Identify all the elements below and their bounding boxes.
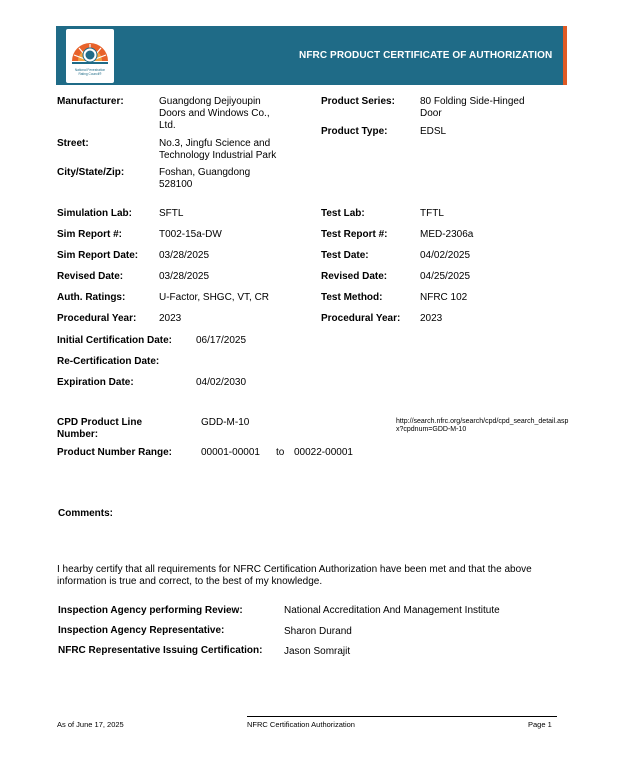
nfrc-logo-icon [66, 29, 114, 83]
certify-statement: I hearby certify that all requirements for NFRC Certification Authorization have been met and that the above information is true and correct, to the best of my knowledge. [57, 564, 532, 587]
product-type-label: Product Type: [321, 126, 388, 137]
product-series-value: 80 Folding Side-Hinged Door [420, 96, 525, 119]
test-lab-label: Test Lab: [321, 208, 365, 219]
footer-date: As of June 17, 2025 [57, 720, 124, 729]
test-lab-value: TFTL [420, 208, 444, 219]
cpd-line-label: CPD Product Line Number: [57, 417, 143, 440]
cpd-search-link[interactable]: http://search.nfrc.org/search/cpd/cpd_search_detail.aspx?cpdnum=GDD-M-10 [396, 418, 569, 433]
manufacturer-value: Guangdong Dejiyoupin Doors and Windows Co., Ltd. [159, 96, 270, 131]
comments-label: Comments: [58, 508, 114, 519]
sim-report-date-value: 03/28/2025 [159, 250, 210, 261]
sim-procedural-year-label: Procedural Year: [57, 313, 137, 324]
initial-certification-value: 06/17/2025 [196, 335, 247, 346]
expiration-value: 04/02/2030 [196, 377, 247, 388]
agency-representative-label: Inspection Agency Representative: [58, 625, 225, 636]
product-type-value: EDSL [420, 126, 447, 137]
page-title: NFRC PRODUCT CERTIFICATE OF AUTHORIZATION [299, 50, 553, 61]
nfrc-representative-label: NFRC Representative Issuing Certification: [58, 645, 263, 656]
nfrc-representative-value: Jason Somrajit [284, 646, 351, 657]
sim-report-date-label: Sim Report Date: [57, 250, 139, 261]
product-series-label: Product Series: [321, 96, 395, 107]
simulation-lab-label: Simulation Lab: [57, 208, 132, 219]
inspection-agency-value: National Accreditation And Management Institute [284, 605, 500, 616]
footer-page-number: Page 1 [528, 720, 552, 729]
street-value: No.3, Jingfu Science and Technology Industrial Park [159, 138, 277, 161]
sim-revised-date-label: Revised Date: [57, 271, 124, 282]
city-label: City/State/Zip: [57, 167, 125, 178]
test-procedural-year-label: Procedural Year: [321, 313, 401, 324]
sim-report-label: Sim Report #: [57, 229, 123, 240]
agency-representative-value: Sharon Durand [284, 626, 352, 637]
test-report-label: Test Report #: [321, 229, 388, 240]
range-end-value: 00022-00001 [294, 447, 353, 458]
nfrc-logo [66, 29, 114, 83]
auth-ratings-value: U-Factor, SHGC, VT, CR [159, 292, 270, 303]
test-date-value: 04/02/2025 [420, 250, 471, 261]
recertification-label: Re-Certification Date: [57, 356, 160, 367]
test-method-label: Test Method: [321, 292, 383, 303]
test-revised-date-value: 04/25/2025 [420, 271, 471, 282]
initial-certification-label: Initial Certification Date: [57, 335, 173, 346]
inspection-agency-label: Inspection Agency performing Review: [58, 605, 243, 616]
product-number-range-label: Product Number Range: [57, 447, 173, 458]
test-date-label: Test Date: [321, 250, 369, 261]
street-label: Street: [57, 138, 89, 149]
sim-procedural-year-value: 2023 [159, 313, 182, 324]
cpd-line-value: GDD-M-10 [201, 417, 250, 428]
header-accent-bar [563, 26, 567, 85]
test-report-value: MED-2306a [420, 229, 474, 240]
range-start-value: 00001-00001 [201, 447, 260, 458]
footer-title: NFRC Certification Authorization [247, 720, 355, 729]
expiration-label: Expiration Date: [57, 377, 134, 388]
test-procedural-year-value: 2023 [420, 313, 443, 324]
auth-ratings-label: Auth. Ratings: [57, 292, 126, 303]
sim-report-value: T002-15a-DW [159, 229, 222, 240]
simulation-lab-value: SFTL [159, 208, 184, 219]
test-method-value: NFRC 102 [420, 292, 468, 303]
logo-text-line2: Rating Council® [78, 72, 102, 76]
test-revised-date-label: Revised Date: [321, 271, 388, 282]
sim-revised-date-value: 03/28/2025 [159, 271, 210, 282]
range-to-text: to [276, 447, 285, 458]
city-value: Foshan, Guangdong 528100 [159, 167, 251, 190]
manufacturer-label: Manufacturer: [57, 96, 124, 107]
footer-divider [247, 716, 557, 717]
logo-text-line1: National Fenestration [74, 68, 106, 72]
